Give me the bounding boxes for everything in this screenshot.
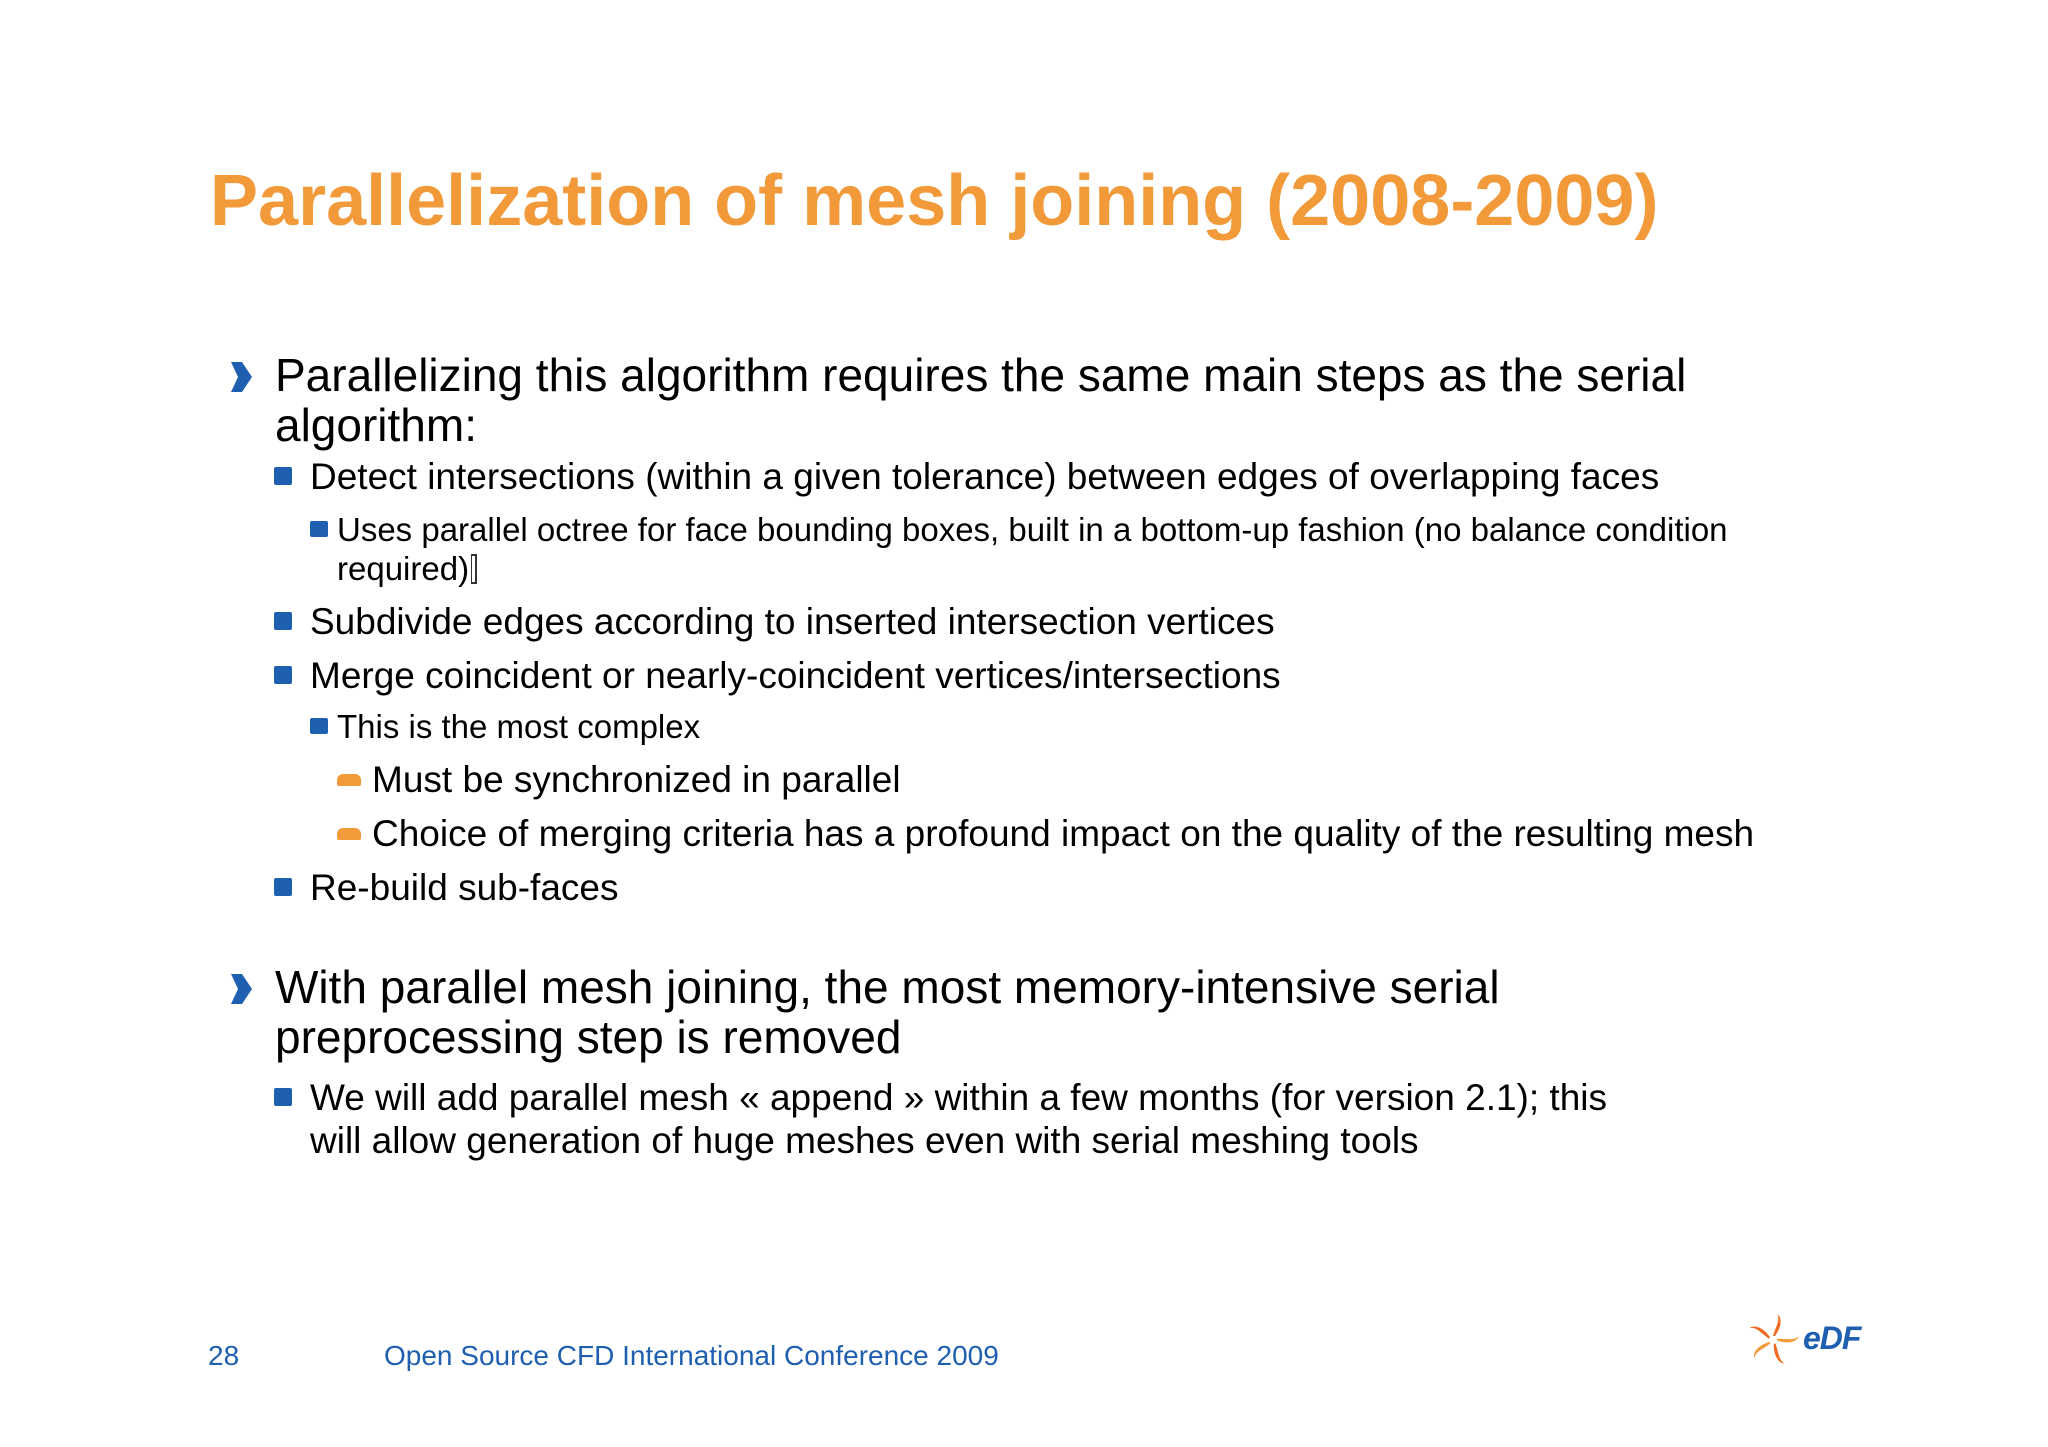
page-number: 28 [208,1340,240,1371]
conference-name: Open Source CFD International Conference 2009 [384,1340,999,1371]
arrow-bullet-icon [228,972,254,1006]
bullet-text: This is the most complex [337,708,701,745]
square-bullet-icon [274,467,292,485]
bullet-text-content: Uses parallel octree for face bounding boxes, built in a bottom-up fashion (no balance condition required) [337,511,1728,587]
bullet-text: With parallel mesh joining, the most memory-intensive serial preprocessing step is removed [275,961,1500,1063]
bullet-text: Parallelizing this algorithm requires the same main steps as the serial algorithm: [275,349,1687,451]
edf-logo [1745,1310,1865,1370]
square-bullet-icon [310,718,328,734]
square-bullet-icon [310,521,328,537]
bullet-text: Must be synchronized in parallel [372,759,901,800]
bullet-text: Detect intersections (within a given tolerance) between edges of overlapping faces [310,456,1660,497]
dash-bullet-icon [337,774,361,786]
arrow-bullet-icon [228,360,254,394]
bullet-text: Re-build sub-faces [310,867,619,908]
square-bullet-icon [274,1088,292,1106]
edf-logo-icon [1745,1310,1805,1370]
square-bullet-icon [274,612,292,630]
square-bullet-icon [274,878,292,896]
bullet-text: Merge coincident or nearly-coincident vertices/intersections [310,655,1281,696]
square-bullet-icon [274,666,292,684]
bullet-text [337,510,1797,588]
bullet-text: We will add parallel mesh « append » within a few months (for version 2.1); this will allow generation of huge meshes even with serial meshing tools [310,1077,1608,1161]
dash-bullet-icon [337,828,361,840]
slide-title: Parallelization of mesh joining (2008-2009) [210,161,1659,241]
logo-text: eDF [1803,1320,1861,1356]
bullet-text: Choice of merging criteria has a profound impact on the quality of the resulting mesh [372,813,1755,854]
text-cursor-icon [471,554,477,584]
bullet-text: Subdivide edges according to inserted intersection vertices [310,601,1275,642]
